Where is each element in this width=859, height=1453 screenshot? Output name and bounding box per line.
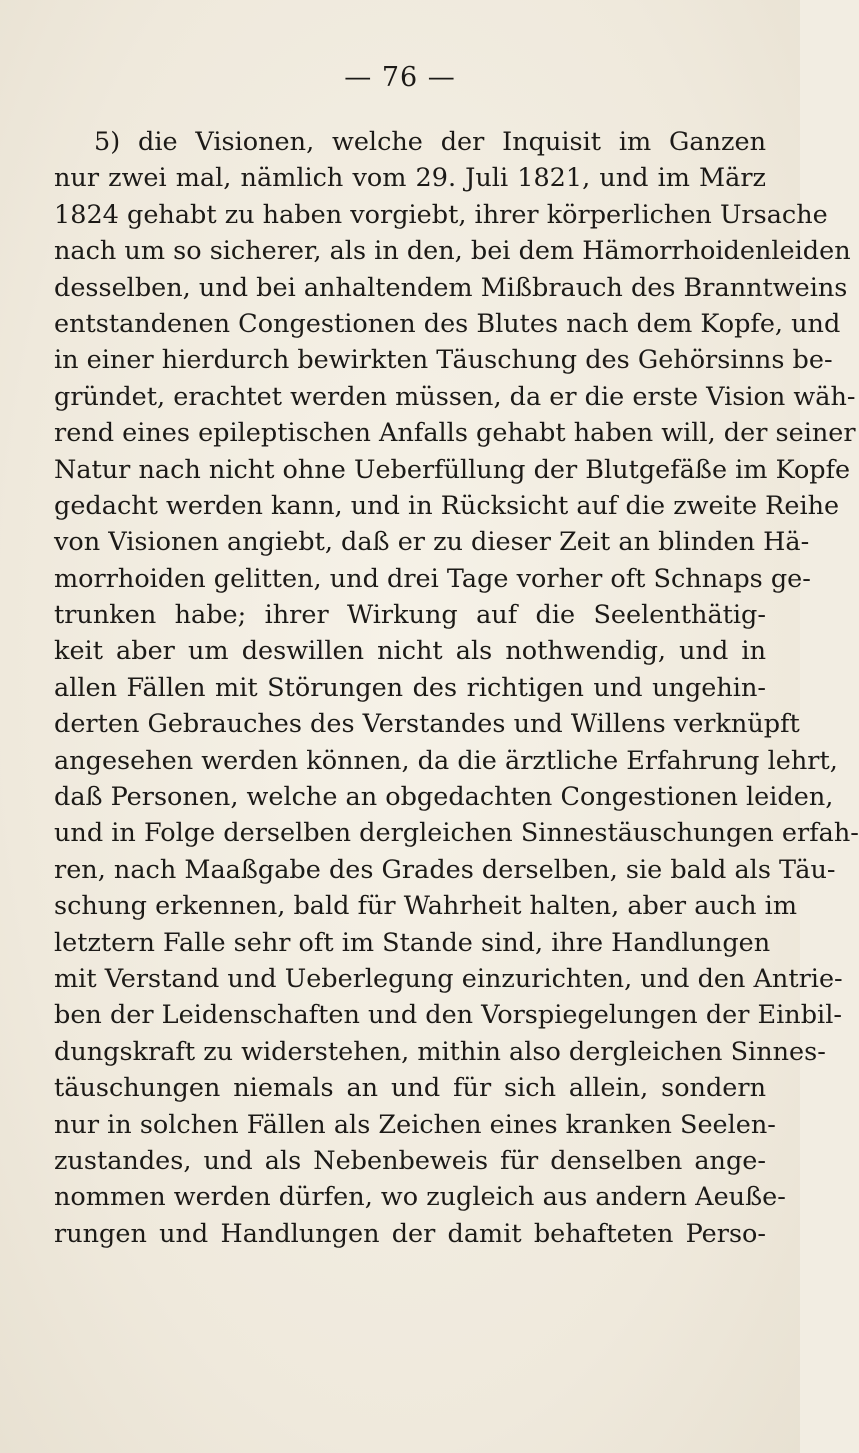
text-line: desselben, und bei anhaltendem Mißbrauch des Branntweins (54, 272, 848, 303)
text-line: zustandes, und als Nebenbeweis für denselben ange- (54, 1145, 766, 1176)
text-line: entstandenen Congestionen des Blutes nach dem Kopfe, und (54, 308, 841, 339)
text-line: von Visionen angiebt, daß er zu dieser Zeit an blinden Hä- (54, 527, 810, 558)
text-line: nur zwei mal, nämlich vom 29. Juli 1821, und im März (54, 163, 766, 194)
text-line: Natur nach nicht ohne Ueberfüllung der Blutgefäße im Kopfe (54, 454, 851, 485)
text-line: keit aber um deswillen nicht als nothwendig, und in (54, 636, 766, 667)
text-line: 5) die Visionen, welche der Inquisit im Ganzen (94, 127, 766, 157)
text-line: gründet, erachtet werden müssen, da er die erste Vision wäh- (54, 381, 856, 412)
body-text (54, 124, 859, 1252)
text-line: täuschungen niemals an und für sich allein, sondern (54, 1073, 766, 1104)
text-line: nur in solchen Fällen als Zeichen eines kranken Seelen- (54, 1109, 776, 1140)
text-line: daß Personen, welche an obgedachten Congestionen leiden, (54, 782, 834, 813)
text-line: gedacht werden kann, und in Rücksicht auf die zweite Reihe (54, 490, 840, 521)
text-line: und in Folge derselben dergleichen Sinnestäuschungen erfah- (54, 818, 859, 849)
text-line: letztern Falle sehr oft im Stande sind, ihre Handlungen (54, 927, 771, 958)
text-line: schung erkennen, bald für Wahrheit halten, aber auch im (54, 891, 797, 922)
text-line: angesehen werden können, da die ärztliche Erfahrung lehrt, (54, 745, 838, 776)
text-line: ben der Leidenschaften und den Vorspiegelungen der Einbil- (54, 1000, 842, 1031)
page-number: — 76 — (344, 62, 456, 93)
text-line: nach um so sicherer, als in den, bei dem Hämorrhoidenleiden (54, 236, 851, 267)
text-line: in einer hierdurch bewirkten Täuschung des Gehörsinns be- (54, 345, 833, 376)
text-line: rungen und Handlungen der damit behafteten Perso- (54, 1218, 766, 1249)
text-line: rend eines epileptischen Anfalls gehabt haben will, der seiner (54, 418, 856, 449)
text-line: ren, nach Maaßgabe des Grades derselben, sie bald als Täu- (54, 854, 836, 885)
text-line: nommen werden dürfen, wo zugleich aus andern Aeuße- (54, 1182, 786, 1213)
text-line: morrhoiden gelitten, und drei Tage vorher oft Schnaps ge- (54, 563, 811, 594)
text-line: mit Verstand und Ueberlegung einzurichten, und den Antrie- (54, 963, 843, 994)
text-line: 1824 gehabt zu haben vorgiebt, ihrer körperlichen Ursache (54, 199, 828, 230)
text-line: allen Fällen mit Störungen des richtigen und ungehin- (54, 672, 766, 703)
text-line: dungskraft zu widerstehen, mithin also dergleichen Sinnes- (54, 1036, 826, 1067)
text-line: derten Gebrauches des Verstandes und Willens verknüpft (54, 709, 800, 740)
text-line: trunken habe; ihrer Wirkung auf die Seelenthätig- (54, 600, 766, 631)
